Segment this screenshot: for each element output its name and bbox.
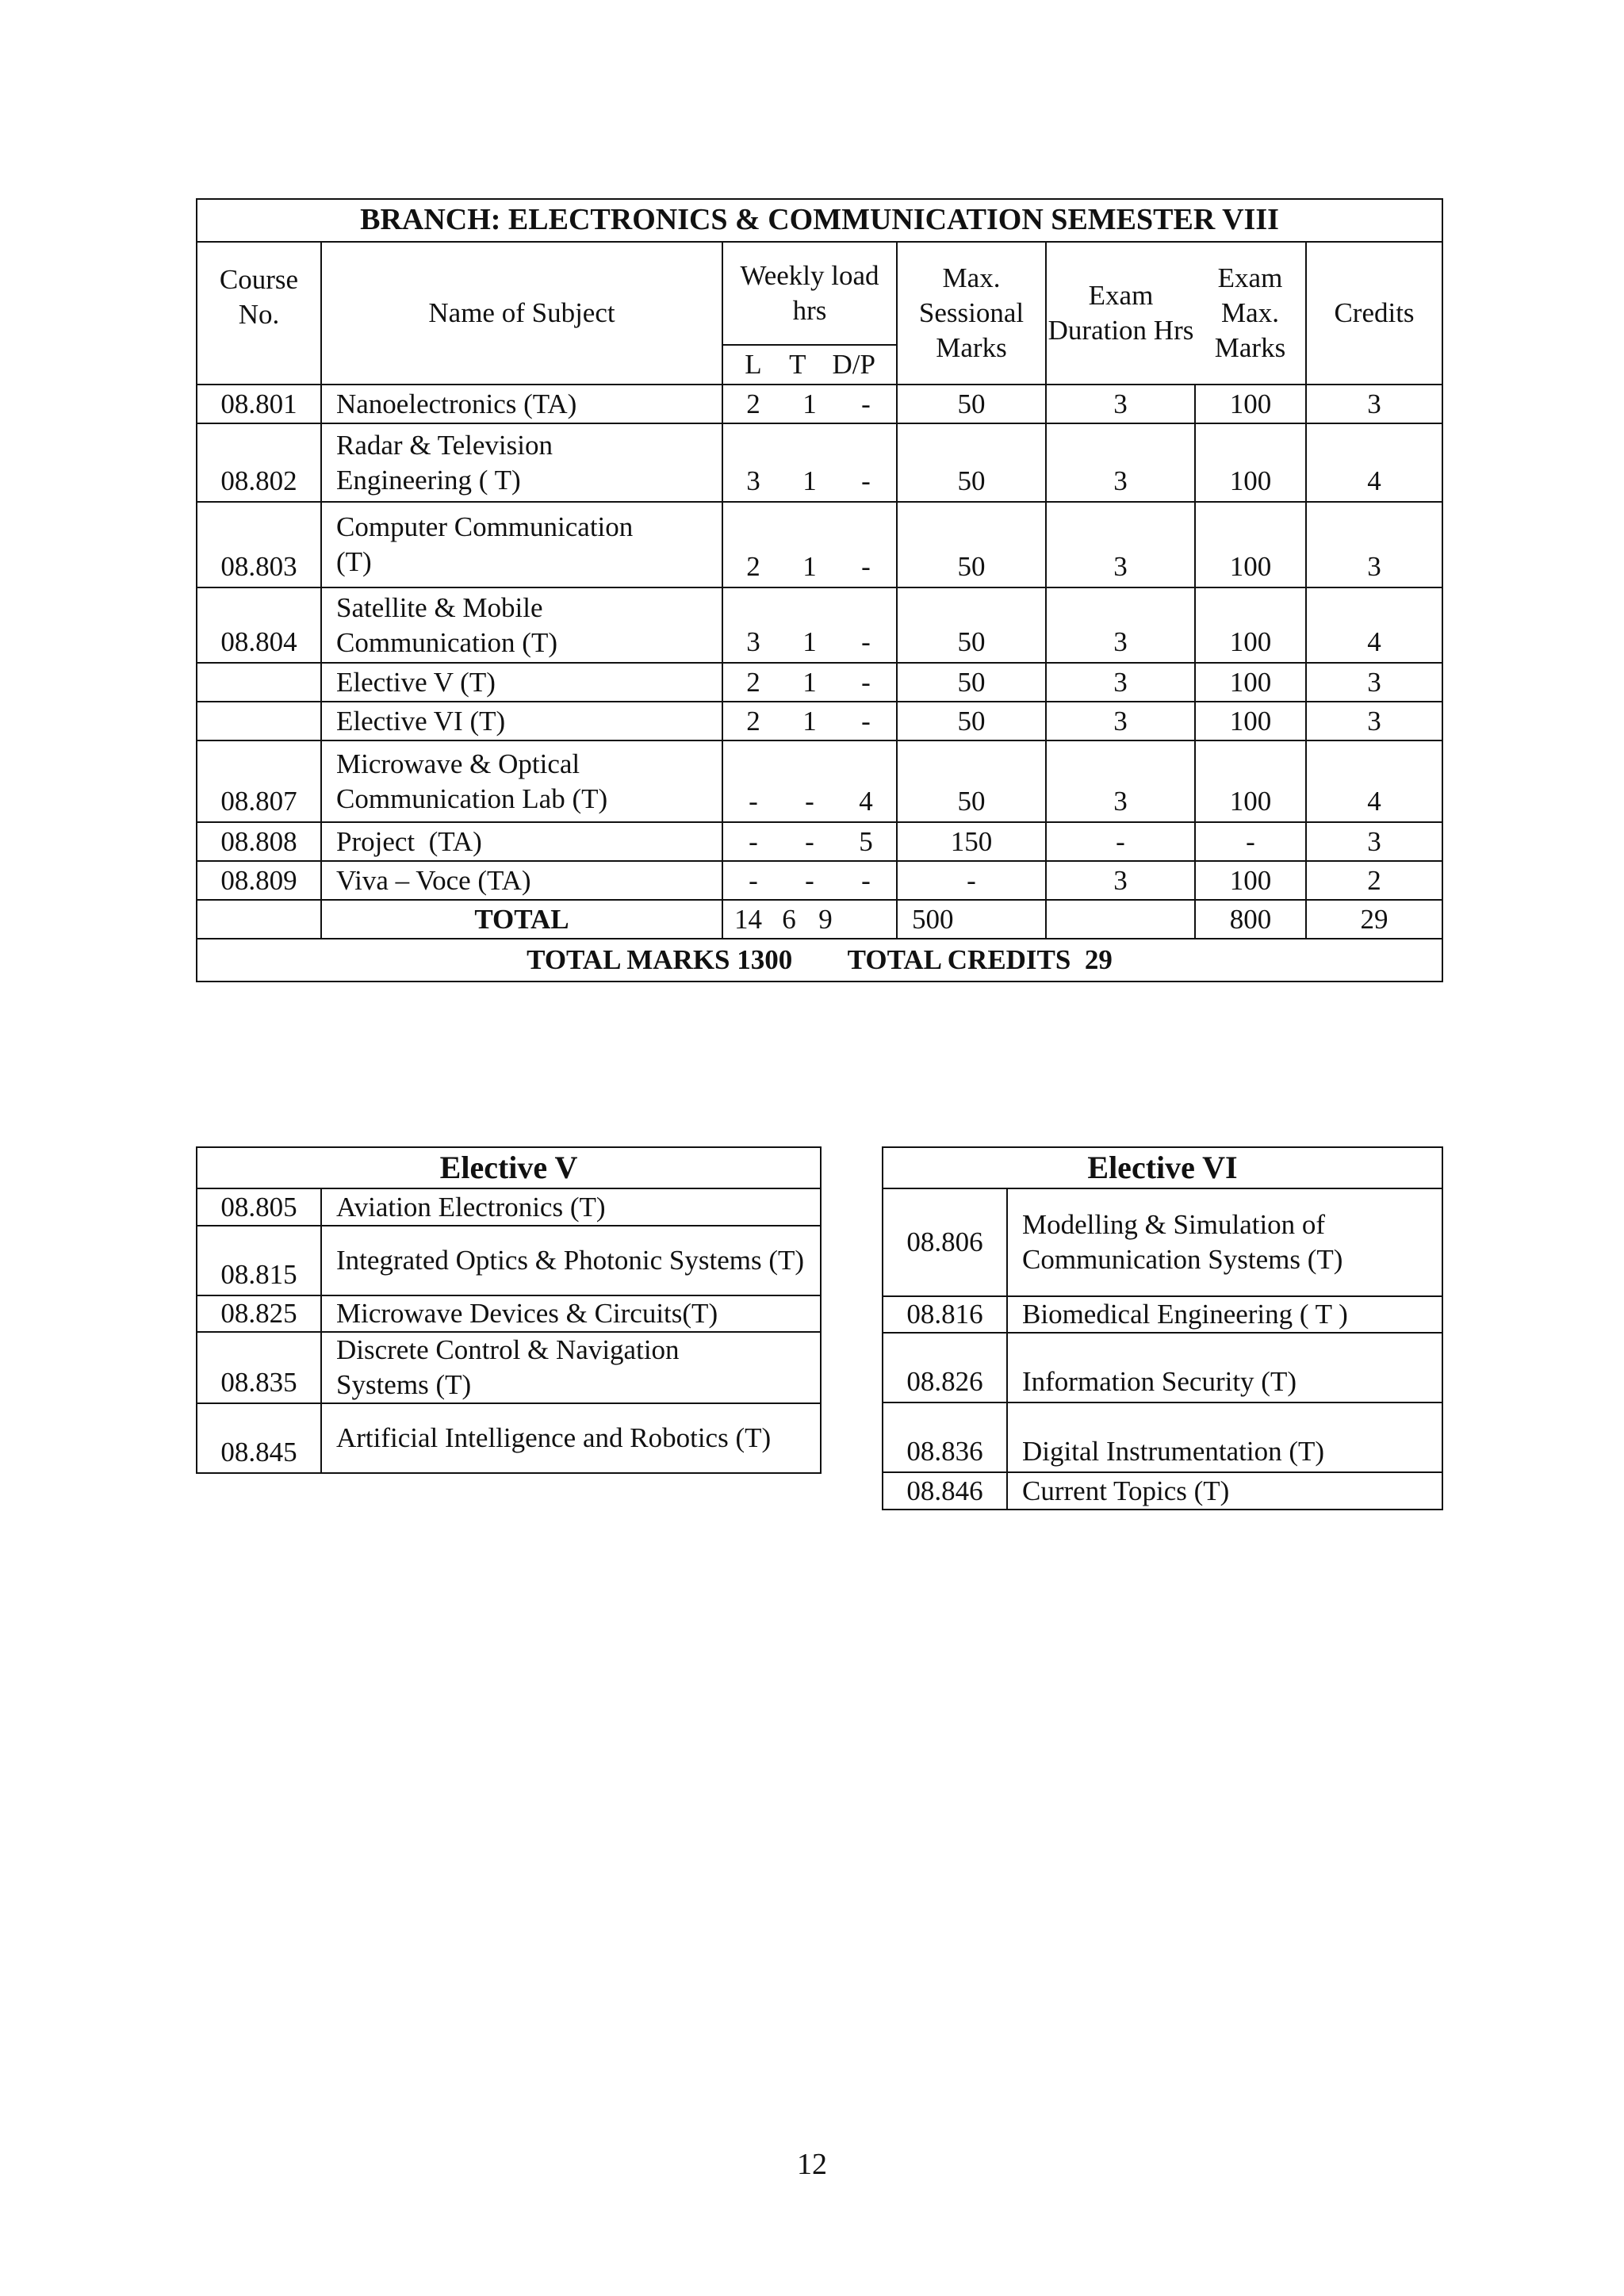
credits: 3 [1306,663,1442,702]
exam-duration: - [1046,822,1195,861]
total-l: 14 [734,903,762,935]
table-row [197,702,1442,740]
header-name: Name of Subject [321,242,722,385]
exam-duration: 3 [1046,663,1195,702]
elective-vi-title: Elective VI [883,1147,1442,1188]
course-no: 08.807 [197,740,321,822]
table-row [197,663,1442,702]
total-sessional: 500 [897,900,1046,939]
list-item [883,1402,1442,1472]
list-item [197,1226,821,1295]
dp-value: 5 [859,825,873,857]
total-label: TOTAL [321,900,722,939]
elective-v-title: Elective V [197,1147,821,1188]
table-row [197,385,1442,423]
exam-duration: 3 [1046,740,1195,822]
elective-name: Digital Instrumentation (T) [1007,1402,1442,1472]
sessional-marks: 50 [897,740,1046,822]
elective-name: Aviation Electronics (T) [321,1188,821,1226]
sessional-marks: 50 [897,663,1046,702]
header-dp: D/P [832,349,875,381]
elective-code: 08.806 [883,1188,1007,1296]
course-table [196,198,1443,982]
elective-name: Current Topics (T) [1007,1472,1442,1510]
weekly-load [722,740,897,822]
credits: 4 [1306,423,1442,502]
dp-value: - [861,388,871,419]
weekly-load [722,423,897,502]
exam-max-marks: 100 [1195,502,1306,587]
course-no: 08.804 [197,587,321,663]
t-value: 1 [802,626,817,658]
elective-code: 08.836 [883,1402,1007,1472]
elective-code: 08.835 [197,1332,321,1403]
table-row [197,423,1442,502]
total-credits: 29 [1306,900,1442,939]
table-row [197,502,1442,587]
header-sessional: Max. Sessional Marks [897,242,1046,385]
total-max-marks: 800 [1195,900,1306,939]
elective-v-table [196,1146,822,1474]
dp-value: - [861,705,871,737]
elective-code: 08.825 [197,1295,321,1332]
l-value: 3 [746,626,760,658]
course-no [197,702,321,740]
elective-code: 08.846 [883,1472,1007,1510]
sessional-marks: 50 [897,385,1046,423]
l-value: - [749,825,758,857]
table-row [197,822,1442,861]
header-ltp [722,345,897,385]
credits: 2 [1306,861,1442,900]
sessional-marks: 50 [897,587,1046,663]
list-item [197,1332,821,1403]
weekly-load [722,502,897,587]
elective-vi-table [882,1146,1443,1510]
dp-value: - [861,626,871,658]
weekly-load [722,385,897,423]
elective-name: Biomedical Engineering ( T ) [1007,1296,1442,1333]
l-value: - [749,864,758,896]
exam-duration: 3 [1046,502,1195,587]
list-item [883,1333,1442,1402]
dp-value: - [861,864,871,896]
l-value: 2 [746,705,760,737]
sessional-marks: - [897,861,1046,900]
list-item [197,1403,821,1473]
list-item [883,1472,1442,1510]
header-duration: Exam Duration Hrs [1046,242,1195,385]
t-value: 1 [802,465,817,497]
exam-duration: 3 [1046,385,1195,423]
course-no [197,663,321,702]
sessional-marks: 150 [897,822,1046,861]
course-no: 08.808 [197,822,321,861]
course-no: 08.809 [197,861,321,900]
dp-value: - [861,666,871,698]
exam-max-marks: 100 [1195,385,1306,423]
sessional-marks: 50 [897,502,1046,587]
table-row [197,740,1442,822]
total-duration [1046,900,1195,939]
header-l: L [745,349,762,381]
weekly-load [722,663,897,702]
total-t: 6 [782,903,796,935]
l-value: 2 [746,666,760,698]
subject-name: Elective V (T) [321,663,722,702]
list-item [197,1188,821,1226]
elective-code: 08.826 [883,1333,1007,1402]
t-value: 1 [802,551,817,583]
l-value: - [749,786,758,817]
l-value: 3 [746,465,760,497]
t-value: 1 [802,705,817,737]
subject-name: Elective VI (T) [321,702,722,740]
weekly-load [722,822,897,861]
t-value: - [805,825,814,857]
credits: 3 [1306,385,1442,423]
dp-value: - [861,551,871,583]
header-credits: Credits [1306,242,1442,385]
elective-name: Integrated Optics & Photonic Systems (T) [321,1226,821,1295]
total-blank [197,900,321,939]
subject-name: Computer Communication (T) [321,502,722,587]
subject-name: Satellite & Mobile Communication (T) [321,587,722,663]
total-row [197,900,1442,939]
exam-max-marks: - [1195,822,1306,861]
table-row [197,587,1442,663]
exam-max-marks: 100 [1195,663,1306,702]
course-no: 08.803 [197,502,321,587]
credits: 4 [1306,587,1442,663]
subject-name: Nanoelectronics (TA) [321,385,722,423]
exam-max-marks: 100 [1195,423,1306,502]
exam-max-marks: 100 [1195,587,1306,663]
exam-duration: 3 [1046,587,1195,663]
sessional-marks: 50 [897,702,1046,740]
course-no: 08.801 [197,385,321,423]
exam-max-marks: 100 [1195,702,1306,740]
list-item [883,1188,1442,1296]
header-exam-max: Exam Max. Marks [1195,242,1306,385]
weekly-load [722,702,897,740]
l-value: 2 [746,551,760,583]
header-t: T [789,349,806,381]
table-row [197,861,1442,900]
exam-max-marks: 100 [1195,861,1306,900]
totals-footer: TOTAL MARKS 1300 TOTAL CREDITS 29 [197,939,1442,982]
subject-name: Viva – Voce (TA) [321,861,722,900]
weekly-load [722,587,897,663]
page-number: 12 [797,2148,827,2181]
dp-value: - [861,465,871,497]
subject-name: Radar & Television Engineering ( T) [321,423,722,502]
credits: 3 [1306,502,1442,587]
elective-code: 08.815 [197,1226,321,1295]
elective-code: 08.816 [883,1296,1007,1333]
t-value: 1 [802,666,817,698]
subject-name: Project (TA) [321,822,722,861]
total-dp: 9 [818,903,833,935]
elective-name: Microwave Devices & Circuits(T) [321,1295,821,1332]
exam-duration: 3 [1046,702,1195,740]
total-weekly-load [722,900,897,939]
elective-name: Artificial Intelligence and Robotics (T) [321,1403,821,1473]
exam-duration: 3 [1046,423,1195,502]
elective-code: 08.805 [197,1188,321,1226]
t-value: - [805,864,814,896]
credits: 3 [1306,822,1442,861]
elective-name: Discrete Control & Navigation Systems (T) [321,1332,821,1403]
sessional-marks: 50 [897,423,1046,502]
t-value: 1 [802,388,817,419]
l-value: 2 [746,388,760,419]
list-item [197,1295,821,1332]
subject-name: Microwave & Optical Communication Lab (T) [321,740,722,822]
table-title: BRANCH: ELECTRONICS & COMMUNICATION SEMESTER VIII [197,199,1442,242]
exam-duration: 3 [1046,861,1195,900]
header-course-no: Course No. [197,242,321,385]
credits: 3 [1306,702,1442,740]
exam-max-marks: 100 [1195,740,1306,822]
t-value: - [805,786,814,817]
elective-name: Modelling & Simulation of Communication Systems (T) [1007,1188,1442,1296]
header-weekly-load: Weekly load hrs [722,242,897,345]
elective-code: 08.845 [197,1403,321,1473]
weekly-load [722,861,897,900]
list-item [883,1296,1442,1333]
course-no: 08.802 [197,423,321,502]
dp-value: 4 [859,786,873,817]
elective-name: Information Security (T) [1007,1333,1442,1402]
credits: 4 [1306,740,1442,822]
